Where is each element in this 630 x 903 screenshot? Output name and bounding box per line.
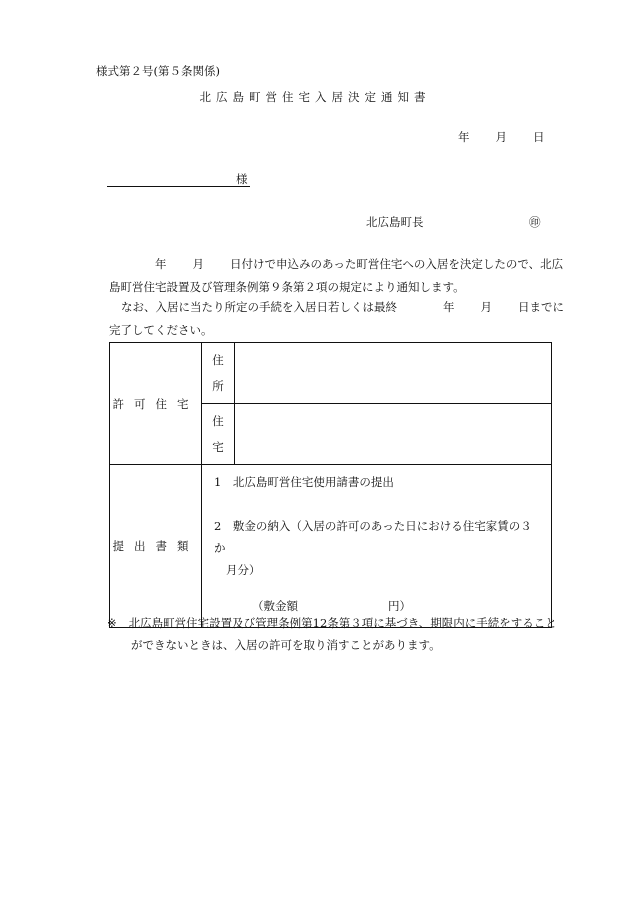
addressee-underline	[107, 186, 250, 187]
housing-value	[235, 404, 552, 465]
issue-date	[458, 129, 545, 145]
document-title: 北広島町営住宅入居決定通知書	[199, 90, 431, 104]
documents-list	[202, 465, 552, 628]
deposit-amount: （敷金額 円）	[252, 599, 411, 613]
address-value	[235, 343, 552, 404]
document-item-1: 1 北広島町営住宅使用請書の提出	[214, 475, 394, 489]
address-label: 住 所	[202, 343, 235, 404]
date-year: 年	[458, 130, 470, 144]
footnote-mark: ※	[107, 616, 117, 630]
date-month: 月	[495, 130, 507, 144]
date-day: 日	[533, 130, 545, 144]
footnote: ※ 北広島町営住宅設置及び管理条例第12条第３項に基づき、期限内に手続をすること ができないときは、入居の許可を取り消すことがあります。	[107, 616, 557, 652]
housing-details-table	[109, 342, 552, 628]
documents-label: 提出書類	[110, 465, 202, 628]
permit-housing-label: 許可住宅	[110, 343, 202, 465]
document-item-2-cont: 月分）	[226, 563, 261, 577]
issuer-name: 北広島町長	[366, 215, 424, 229]
notice-paragraph-1: 年 月 日付けで申込みのあった町営住宅への入居を決定したので、北広 島町営住宅設置及び管理条例第９条第２項の規定により通知します。	[109, 257, 564, 294]
addressee-suffix: 様	[236, 172, 248, 186]
document-item-2: 2 敷金の納入（入居の許可のあった日における住宅家賃の３か	[214, 519, 532, 555]
housing-label: 住 宅	[202, 404, 235, 465]
form-code: 様式第２号(第５条関係)	[96, 64, 220, 78]
notice-paragraph-2: なお、入居に当たり所定の手続を入居日若しくは最終 年 月 日までに 完了してください。	[109, 300, 564, 337]
seal-mark: ㊞	[529, 215, 541, 229]
